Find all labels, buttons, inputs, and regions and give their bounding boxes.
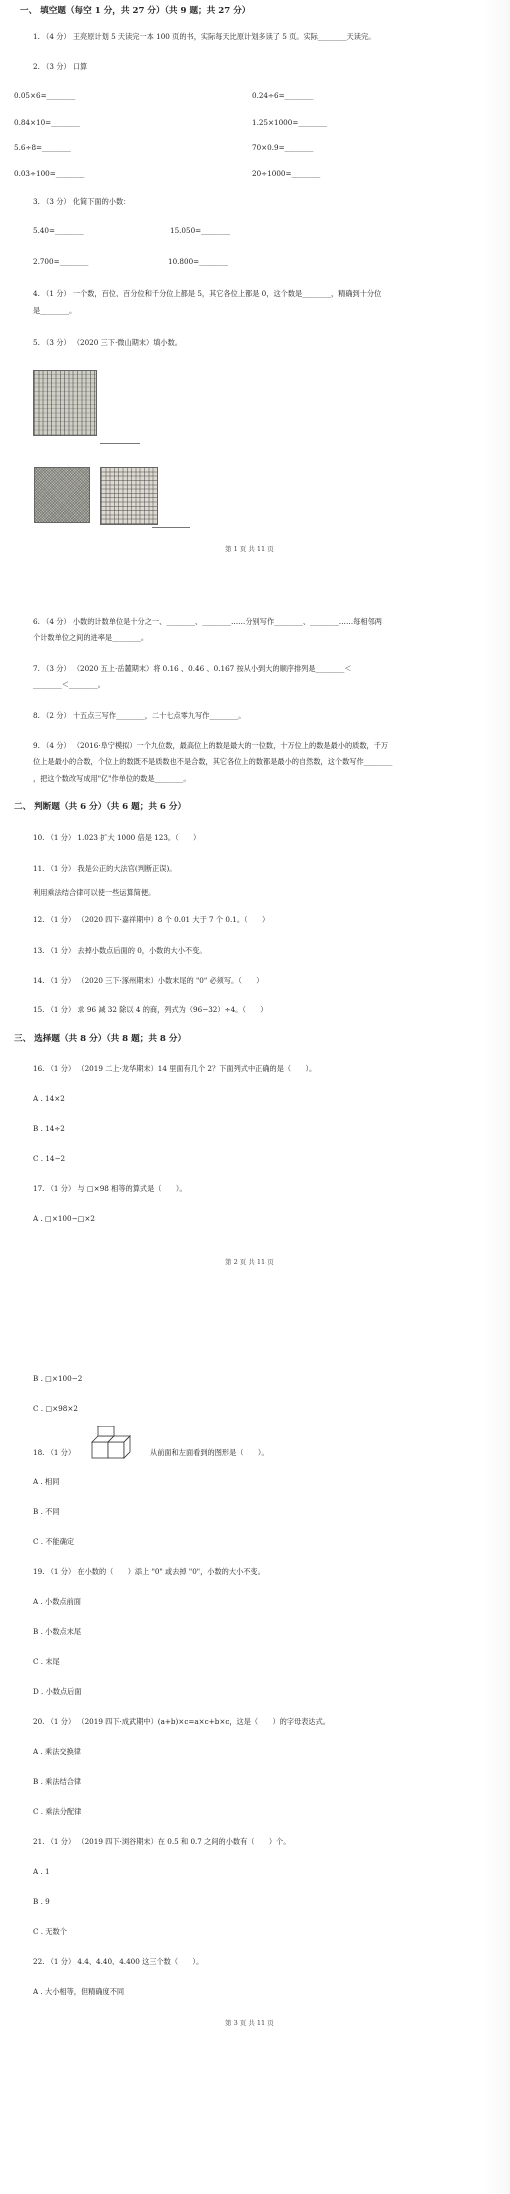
q3-item-4: 10.800=________ xyxy=(168,257,228,266)
q17-option-c: C . □×98×2 xyxy=(33,1404,78,1413)
question-11-line-1: 11. （1 分） 我是公正的大法官(判断正误)。 xyxy=(33,864,177,873)
question-10: 10. （1 分） 1.023 扩大 1000 倍是 123。（ ） xyxy=(33,833,201,842)
question-13: 13. （1 分） 去掉小数点后面的 0，小数的大小不变。 xyxy=(33,946,207,955)
section-1-heading: 一、 填空题（每空 1 分，共 27 分）（共 9 题；共 27 分） xyxy=(20,6,251,16)
q19-option-c: C . 末尾 xyxy=(33,1657,60,1666)
q16-option-a: A . 14×2 xyxy=(33,1094,65,1103)
page-footer-1: 第 1 页 共 11 页 xyxy=(225,545,274,553)
q2-item-7: 0.03÷100=________ xyxy=(14,169,85,178)
q18-option-a: A . 相同 xyxy=(33,1477,60,1486)
q3-item-2: 15.050=________ xyxy=(170,226,230,235)
q21-option-a: A . 1 xyxy=(33,1867,50,1876)
question-11-line-2: 利用乘法结合律可以使一些运算简便。 xyxy=(33,888,156,897)
q22-option-a: A . 大小相等，但精确度不同 xyxy=(33,1987,125,1996)
question-18-number: 18. （1 分） xyxy=(33,1448,76,1457)
q3-item-3: 2.700=________ xyxy=(33,257,89,266)
page-edge-shade xyxy=(482,0,510,600)
q16-option-c: C . 14−2 xyxy=(33,1154,66,1163)
q2-item-1: 0.05×6=________ xyxy=(14,91,76,100)
question-3-title: 3. （3 分） 化简下面的小数： xyxy=(33,197,131,206)
q17-option-b: B . □×100−2 xyxy=(33,1374,83,1383)
hundred-grid-figure-2-shaded xyxy=(34,467,90,523)
page-footer-3: 第 3 页 共 11 页 xyxy=(225,2019,274,2027)
question-16-stem: 16. （1 分） （2019 二上·龙华期末）14 里面有几个 2？下面列式中正确的是（ ）。 xyxy=(33,1064,317,1073)
page-edge-shade-2 xyxy=(482,600,510,1300)
q2-item-5: 5.6÷8=________ xyxy=(14,143,71,152)
q20-option-c: C . 乘法分配律 xyxy=(33,1807,82,1816)
answer-blank-1 xyxy=(100,443,140,444)
question-6-line-2: 个计数单位之间的进率是________。 xyxy=(33,633,149,642)
hundred-grid-figure-2-partial xyxy=(100,467,158,525)
question-5: 5. （3 分） （2020 三下·微山期末）填小数。 xyxy=(33,338,182,347)
q2-item-8: 20÷1000=________ xyxy=(252,169,321,178)
question-9-line-2: 位上是最小的合数，个位上的数既不是质数也不是合数，其它各位上的数都是最小的自然数，这个数写作________ xyxy=(33,757,393,766)
q17-option-a: A . □×100−□×2 xyxy=(33,1214,95,1223)
q16-option-b: B . 14÷2 xyxy=(33,1124,65,1133)
q20-option-a: A . 乘法交换律 xyxy=(33,1747,81,1756)
question-20-stem: 20. （1 分） （2019 四下·成武期中）(a+b)×c=a×c+b×c，这是（ ）的字母表达式。 xyxy=(33,1717,330,1726)
hundred-grid-figure-1 xyxy=(33,370,97,436)
question-14: 14. （1 分） （2020 三下·涿州期末）小数末尾的 "0" 必须写。（ ） xyxy=(33,976,264,985)
question-8: 8. （2 分） 十五点三写作________，二十七点零九写作________。 xyxy=(33,711,246,720)
q18-option-b: B . 不同 xyxy=(33,1507,60,1516)
q19-option-d: D . 小数点后面 xyxy=(33,1687,82,1696)
question-18-stem: 从前面和左面看到的图形是（ ）。 xyxy=(150,1448,269,1457)
question-4-line-2: 是________。 xyxy=(33,306,77,315)
section-3-heading: 三、 选择题（共 8 分）（共 8 题；共 8 分） xyxy=(14,1034,187,1044)
cube-stack-figure xyxy=(88,1426,148,1464)
question-21-stem: 21. （1 分） （2019 四下·浏谷期末）在 0.5 和 0.7 之间的小数有（ ）个。 xyxy=(33,1837,291,1846)
question-9-line-1: 9. （4 分） （2016·阜宁模拟）一个九位数，最高位上的数是最大的一位数，十万位上的数是最小的质数，千万 xyxy=(33,741,389,750)
question-2-title: 2. （3 分） 口算 xyxy=(33,62,88,71)
q3-item-1: 5.40=________ xyxy=(33,226,84,235)
question-1: 1. （4 分） 王亮原计划 5 天读完一本 100 页的书，实际每天比原计划多读了 5 页。实际________天读完。 xyxy=(33,32,376,41)
question-4-line-1: 4. （1 分） 一个数，百位、百分位和千分位上都是 5，其它各位上都是 0，这个数是________，精确到十分位 xyxy=(33,289,382,298)
question-15: 15. （1 分） 求 96 减 32 除以 4 的商，列式为（96−32）÷4。（ ） xyxy=(33,1005,268,1014)
question-7-line-1: 7. （3 分） （2020 五上·岳麓期末）将 0.16 、0.4̇6 、0.167 按从小到大的顺序排列是________＜ xyxy=(33,664,352,673)
question-9-line-3: ，把这个数改写成用"亿"作单位的数是________。 xyxy=(33,774,191,783)
q21-option-b: B . 9 xyxy=(33,1897,50,1906)
q2-item-3: 0.84×10=________ xyxy=(14,118,80,127)
question-7-line-2: ________＜________。 xyxy=(33,680,105,689)
page-edge-shade-3 xyxy=(482,1300,510,2194)
q2-item-6: 70×0.9=________ xyxy=(252,143,314,152)
q21-option-c: C . 无数个 xyxy=(33,1927,67,1936)
q2-item-4: 1.25×1000=________ xyxy=(252,118,328,127)
question-17-stem: 17. （1 分） 与 □×98 相等的算式是（ ）。 xyxy=(33,1184,187,1193)
question-12: 12. （1 分） （2020 四下·嘉祥期中）8 个 0.01 大于 7 个 0.1。（ ） xyxy=(33,915,270,924)
question-19-stem: 19. （1 分） 在小数的（ ）添上 "0" 或去掉 "0"，小数的大小不变。 xyxy=(33,1567,265,1576)
question-6-line-1: 6. （4 分） 小数的计数单位是十分之一、________、________……分别写作________、________……每相邻两 xyxy=(33,617,382,626)
q19-option-b: B . 小数点末尾 xyxy=(33,1627,82,1636)
q18-option-c: C . 不能确定 xyxy=(33,1537,75,1546)
q19-option-a: A . 小数点前面 xyxy=(33,1597,81,1606)
section-2-heading: 二、 判断题（共 6 分）（共 6 题；共 6 分） xyxy=(14,802,187,812)
q20-option-b: B . 乘法结合律 xyxy=(33,1777,82,1786)
page-footer-2: 第 2 页 共 11 页 xyxy=(225,1258,274,1266)
q2-item-2: 0.24÷6=________ xyxy=(252,91,314,100)
question-22-stem: 22. （1 分） 4.4、4.40、4.400 这三个数（ ）。 xyxy=(33,1957,204,1966)
answer-blank-2 xyxy=(152,527,190,528)
